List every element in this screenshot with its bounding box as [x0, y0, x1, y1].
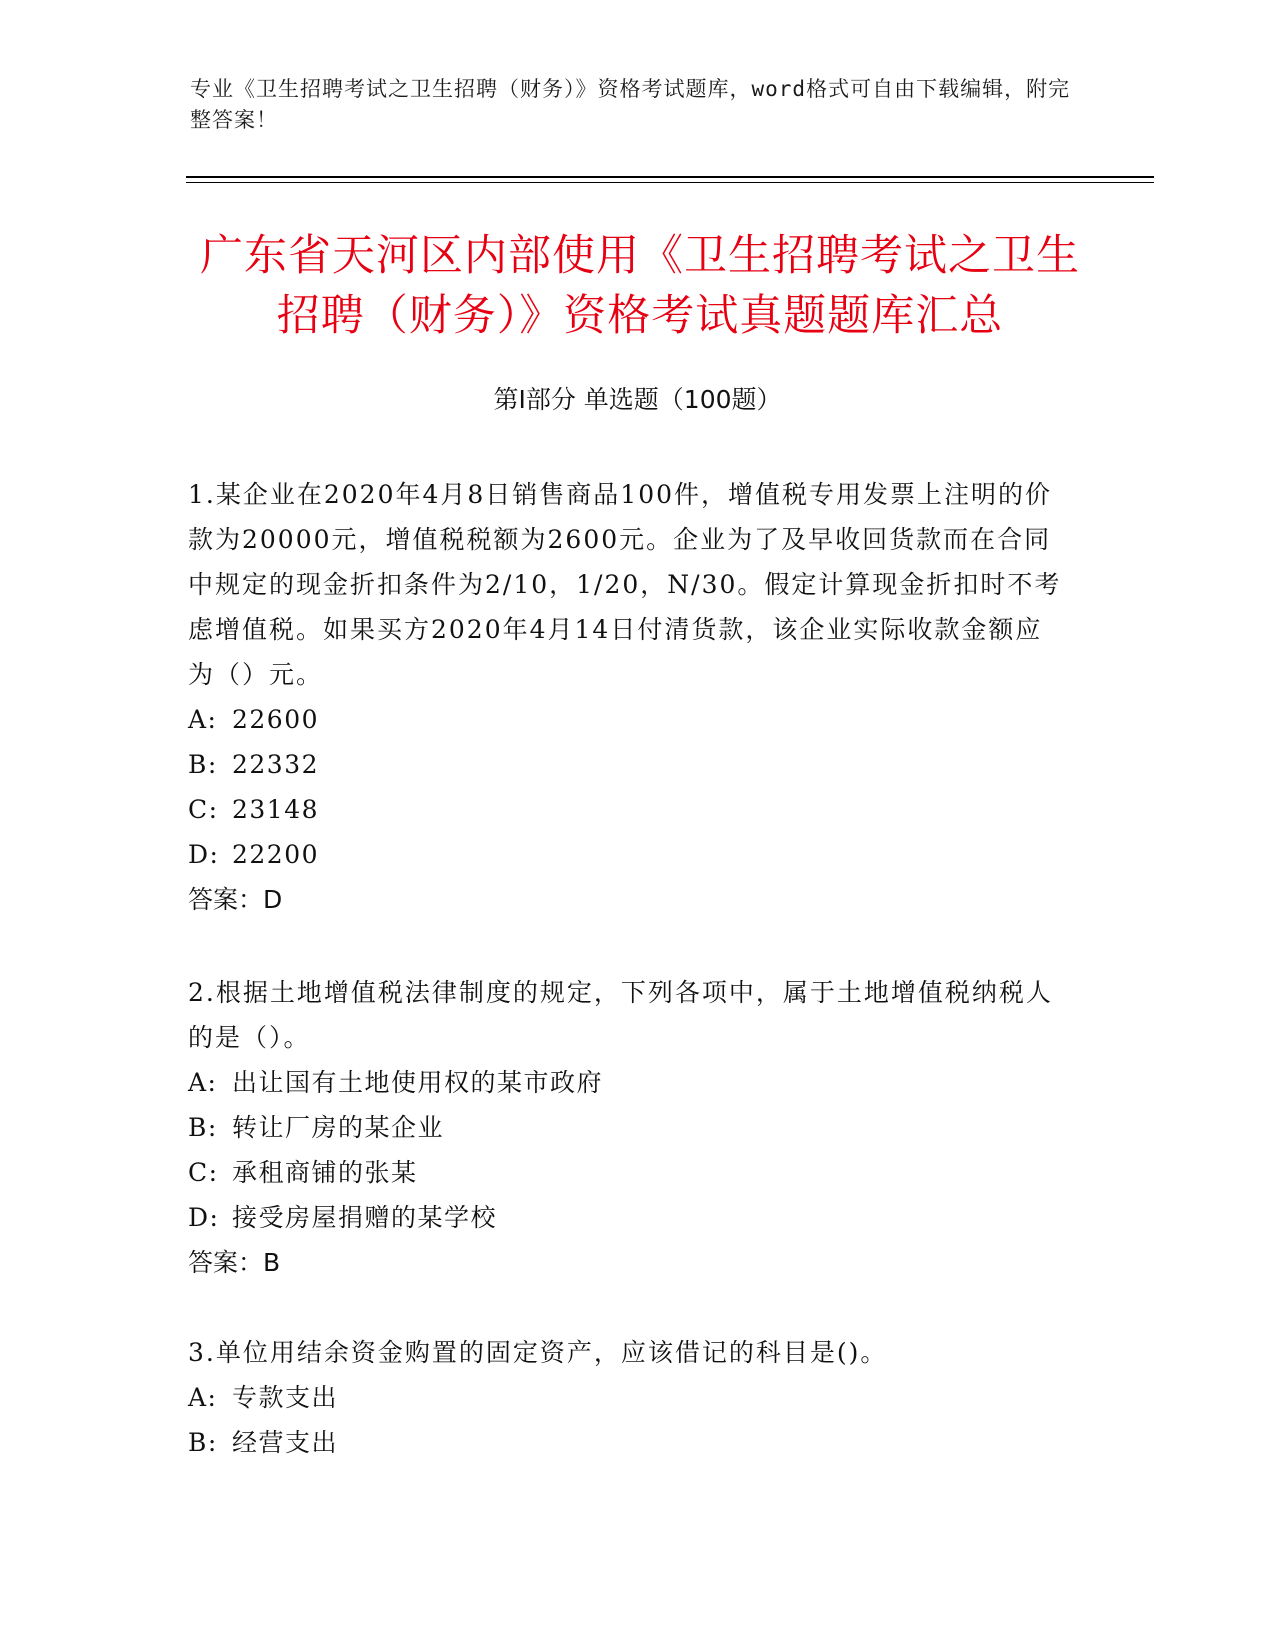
question-3 — [188, 1330, 1068, 1465]
answer-line: 答案：B — [188, 1248, 281, 1277]
option-text: 接受房屋捐赠的某学校 — [232, 1203, 498, 1232]
option-key: D: — [188, 1203, 220, 1232]
option-text: 转让厂房的某企业 — [232, 1113, 445, 1142]
option-d — [188, 1195, 1068, 1240]
option-c — [188, 1150, 1068, 1195]
question-stem: 1.某企业在2020年4月8日销售商品100件，增值税专用发票上注明的价款为20000元，增值税税额为2600元。企业为了及早收回货款而在合同中规定的现金折扣条件为2/10，1/20，N/30。假定计算现金折扣时不考虑增值税。如果买方2020年4月14日付清货款，该企业实际收款金额应为（）元。 — [188, 480, 1062, 689]
option-a — [188, 1060, 1068, 1105]
question-stem: 2.根据土地增值税法律制度的规定，下列各项中，属于土地增值税纳税人的是（）。 — [188, 978, 1053, 1052]
option-key: B: — [188, 1113, 218, 1142]
option-text: 22200 — [232, 840, 320, 869]
option-c — [188, 787, 1068, 832]
option-key: B: — [188, 750, 218, 779]
option-text: 经营支出 — [232, 1428, 339, 1457]
option-text: 专款支出 — [232, 1383, 339, 1412]
option-text: 22332 — [232, 750, 320, 779]
header-divider-thin — [186, 182, 1154, 183]
option-d — [188, 832, 1068, 877]
option-a — [188, 697, 1068, 742]
option-key: C: — [188, 1158, 219, 1187]
question-2 — [188, 970, 1068, 1285]
option-key: A: — [188, 1068, 218, 1097]
option-b — [188, 1105, 1068, 1150]
question-stem: 3.单位用结余资金购置的固定资产，应该借记的科目是()。 — [188, 1338, 888, 1367]
option-b — [188, 742, 1068, 787]
section-heading: 第Ⅰ部分 单选题（100题） — [493, 385, 782, 414]
header-note: 专业《卫生招聘考试之卫生招聘（财务）》资格考试题库，word格式可自由下载编辑，附完整答案！ — [190, 77, 1071, 132]
option-a — [188, 1375, 1068, 1420]
option-key: C: — [188, 795, 219, 824]
header-divider-thick — [186, 176, 1154, 178]
option-text: 22600 — [232, 705, 320, 734]
question-1 — [188, 472, 1068, 922]
option-b — [188, 1420, 1068, 1465]
option-key: A: — [188, 705, 218, 734]
option-key: A: — [188, 1383, 218, 1412]
document-title: 广东省天河区内部使用《卫生招聘考试之卫生招聘（财务）》资格考试真题题库汇总 — [200, 231, 1080, 341]
answer-line: 答案：D — [188, 885, 283, 914]
option-key: B: — [188, 1428, 218, 1457]
option-key: D: — [188, 840, 220, 869]
option-text: 承租商铺的张某 — [232, 1158, 418, 1187]
option-text: 出让国有土地使用权的某市政府 — [232, 1068, 604, 1097]
option-text: 23148 — [232, 795, 320, 824]
